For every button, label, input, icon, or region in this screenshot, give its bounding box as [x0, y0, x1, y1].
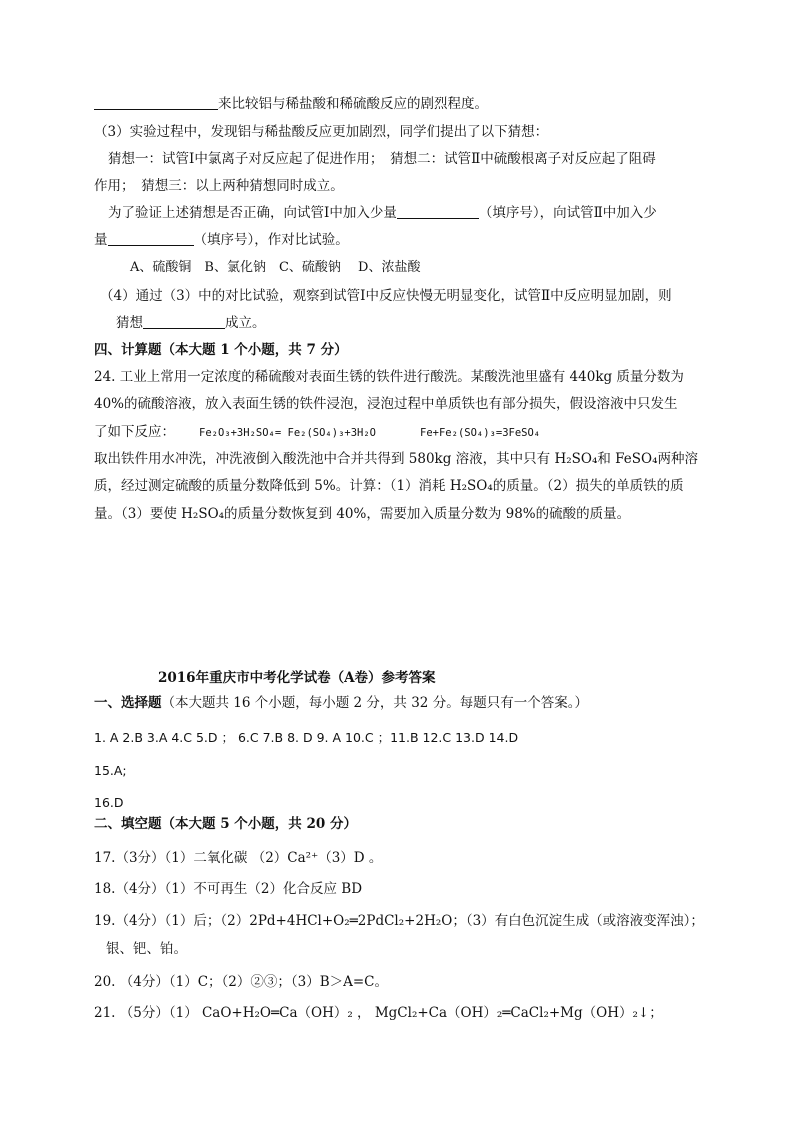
- answers-section2-heading: 二、填空题（本大题 5 个小题，共 20 分）: [94, 816, 357, 832]
- q24-para-line3: 了如下反应： Fe₂O₃+3H₂SO₄= Fe₂(SO₄)₃+3H₂O Fe+Fe₂(SO₄)₃=3FeSO₄: [94, 424, 541, 440]
- answer-19: 19.（4分）（1）后；（2）2Pd+4HCl+O₂═2PdCl₂+2H₂O；（3）有白色沉淀生成（或溶液变浑浊）；: [94, 913, 704, 929]
- section4-heading: 四、计算题（本大题 1 个小题，共 7 分）: [94, 342, 348, 358]
- equation-1: Fe₂O₃+3H₂SO₄= Fe₂(SO₄)₃+3H₂O: [199, 427, 377, 439]
- answers-row-1: 1. A 2.B 3.A 4.C 5.D ； 6.C 7.B 8. D 9. A 10.C ；11.B 12.C 13.D 14.D: [94, 730, 519, 745]
- answer-19-continued: 银、钯、铂。: [106, 941, 187, 957]
- q23-options: A、硫酸铜 B、氯化钠 C、硫酸钠 D、浓盐酸: [130, 260, 421, 275]
- answer-blank: [94, 95, 218, 110]
- q23-line2: （3）实验过程中，发现铝与稀盐酸反应更加剧烈，同学们提出了以下猜想：: [94, 124, 549, 140]
- answer-blank: [108, 231, 194, 246]
- q24-para-line5: 质，经过测定硫酸的质量分数降低到 5%。计算：（1）消耗 H₂SO₄的质量。（2）损失的单质铁的质: [94, 478, 684, 494]
- q23-line4: 作用； 猜想三：以上两种猜想同时成立。: [94, 178, 344, 194]
- answers-section1-heading: 一、选择题（本大题共 16 个小题，每小题 2 分，共 32 分。每题只有一个答案。）: [94, 695, 588, 711]
- answer-key-title: 2016年重庆市中考化学试卷（A卷）参考答案: [158, 670, 436, 686]
- q24-para-line6: 量。（3）要使 H₂SO₄的质量分数恢复到 40%，需要加入质量分数为 98%的硫酸的质量。: [94, 506, 631, 522]
- answer-18: 18.（4分）（1）不可再生（2）化合反应 BD: [94, 881, 363, 897]
- q23-line3: 猜想一：试管Ⅰ中氯离子对反应起了促进作用； 猜想二：试管Ⅱ中硫酸根离子对反应起了阻碍: [108, 151, 656, 167]
- answer-21: 21. （5分）（1） CaO+H₂O═Ca（OH）₂ ， MgCl₂+Ca（OH）₂═CaCl₂+Mg（OH）₂↓；: [94, 1005, 663, 1021]
- q23-line6: 量 （填序号），作对比试验。: [94, 232, 349, 248]
- answers-row-3: 16.D: [94, 795, 124, 810]
- equation-2: Fe+Fe₂(SO₄)₃=3FeSO₄: [420, 427, 541, 439]
- q24-para-line2: 40%的硫酸溶液，放入表面生锈的铁件浸泡，浸泡过程中单质铁也有部分损失，假设溶液中只发生: [94, 396, 678, 412]
- answer-blank: [397, 204, 479, 219]
- answers-row-2: 15.A;: [94, 763, 127, 778]
- q24-para-line1: 24. 工业上常用一定浓度的稀硫酸对表面生锈的铁件进行酸洗。某酸洗池里盛有 440kg 质量分数为: [94, 369, 684, 385]
- q23-line1: 来比较铝与稀盐酸和稀硫酸反应的剧烈程度。: [94, 95, 488, 113]
- q24-para-line4: 取出铁件用水冲洗，冲洗液倒入酸洗池中合并共得到 580kg 溶液，其中只有 H₂SO₄和 FeSO₄两种溶: [94, 451, 699, 467]
- q23-line8: （4）通过（3）中的对比试验，观察到试管Ⅰ中反应快慢无明显变化，试管Ⅱ中反应明显加剧，则: [100, 288, 672, 304]
- q23-line5: 为了验证上述猜想是否正确，向试管Ⅰ中加入少量 （填序号），向试管Ⅱ中加入少: [108, 205, 657, 221]
- answer-blank: [143, 314, 225, 329]
- q23-line9: 猜想 成立。: [116, 315, 266, 331]
- answer-20: 20. （4分）（1）C；（2）②③；（3）B＞A=C。: [94, 974, 389, 990]
- answer-17: 17.（3分）（1）二氧化碳 （2）Ca²⁺（3）D 。: [94, 850, 383, 866]
